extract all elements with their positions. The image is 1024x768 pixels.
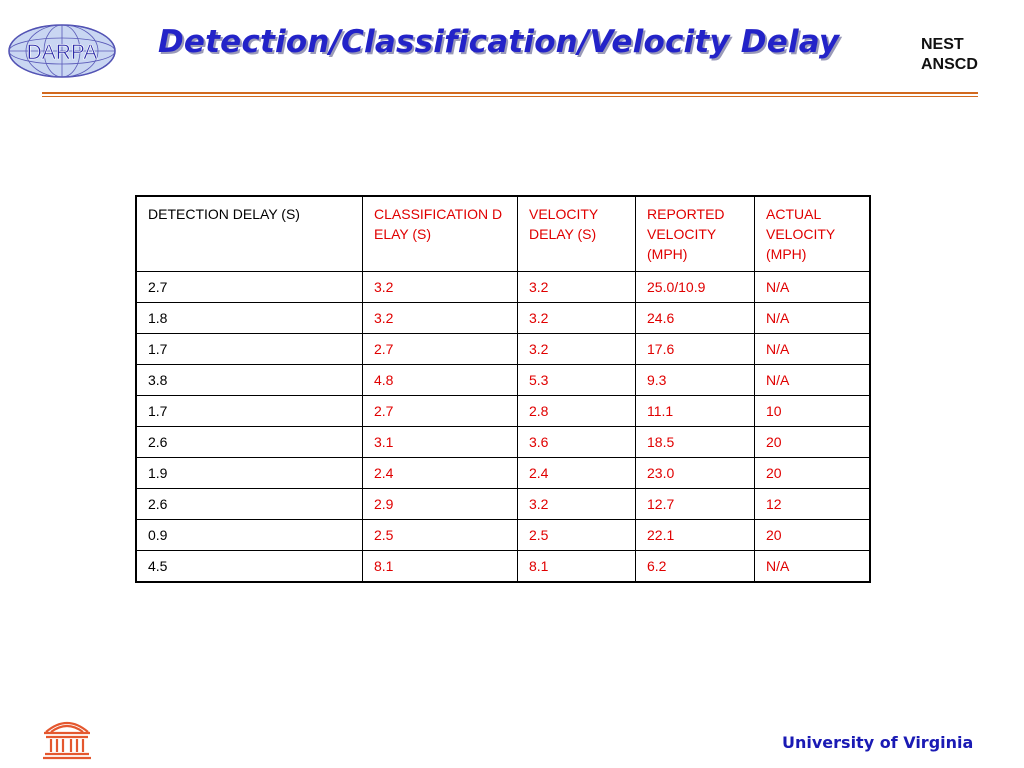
table-row: [136, 520, 870, 551]
table-cell: 24.6: [636, 303, 755, 334]
table-cell: 3.2: [363, 272, 518, 303]
table-cell: 8.1: [518, 551, 636, 583]
table-cell: 25.0/10.9: [636, 272, 755, 303]
table-cell: 1.8: [136, 303, 363, 334]
table-cell: 12: [755, 489, 871, 520]
table-cell: 9.3: [636, 365, 755, 396]
table-row: [136, 396, 870, 427]
corner-tag: [921, 35, 978, 75]
table-cell: 4.5: [136, 551, 363, 583]
header-detection-delay: DETECTION DELAY (S): [136, 196, 363, 272]
table-cell: 6.2: [636, 551, 755, 583]
table-row: [136, 551, 870, 583]
table-cell: 3.8: [136, 365, 363, 396]
table-cell: 3.2: [518, 303, 636, 334]
table-cell: N/A: [755, 303, 871, 334]
table-cell: 20: [755, 458, 871, 489]
footer-university: University of Virginia: [782, 733, 974, 752]
table-row: [136, 272, 870, 303]
table-row: [136, 334, 870, 365]
delay-table: [135, 195, 871, 583]
corner-tag-line-2: ANSCD: [921, 56, 978, 73]
table-cell: 3.2: [363, 303, 518, 334]
table-row: [136, 365, 870, 396]
table-cell: 2.4: [518, 458, 636, 489]
table-cell: N/A: [755, 365, 871, 396]
table-cell: 11.1: [636, 396, 755, 427]
header-velocity-delay: VELOCITY DELAY (S): [518, 196, 636, 272]
table-cell: 2.7: [363, 334, 518, 365]
table-row: [136, 458, 870, 489]
table-cell: 20: [755, 427, 871, 458]
table-cell: 2.6: [136, 489, 363, 520]
table-cell: N/A: [755, 272, 871, 303]
table-cell: 2.4: [363, 458, 518, 489]
table-header-row: [136, 196, 870, 272]
table-cell: 2.6: [136, 427, 363, 458]
uva-rotunda-logo: [42, 712, 92, 762]
header-reported-velocity: REPORTED VELOCITY (MPH): [636, 196, 755, 272]
table-cell: 22.1: [636, 520, 755, 551]
table-cell: 3.6: [518, 427, 636, 458]
table-cell: 1.7: [136, 334, 363, 365]
table-cell: 18.5: [636, 427, 755, 458]
table-cell: 2.7: [136, 272, 363, 303]
table-cell: 2.7: [363, 396, 518, 427]
table-cell: 2.5: [518, 520, 636, 551]
table-cell: 2.8: [518, 396, 636, 427]
table-cell: N/A: [755, 334, 871, 365]
table-cell: 3.2: [518, 272, 636, 303]
header-actual-velocity: ACTUAL VELOCITY (MPH): [755, 196, 871, 272]
table-cell: 0.9: [136, 520, 363, 551]
table-cell: 23.0: [636, 458, 755, 489]
darpa-logo-text: DARPA: [26, 41, 98, 64]
table-cell: 3.2: [518, 334, 636, 365]
table-cell: 12.7: [636, 489, 755, 520]
table-cell: 3.2: [518, 489, 636, 520]
table-cell: 10: [755, 396, 871, 427]
slide-title: Detection/Classification/Velocity Delay: [158, 24, 840, 60]
table-cell: 17.6: [636, 334, 755, 365]
table-cell: 5.3: [518, 365, 636, 396]
header-rule-thick: [42, 92, 978, 94]
table-cell: 1.7: [136, 396, 363, 427]
table-cell: N/A: [755, 551, 871, 583]
table-cell: 20: [755, 520, 871, 551]
table-cell: 8.1: [363, 551, 518, 583]
corner-tag-line-1: NEST: [921, 36, 964, 53]
table-cell: 3.1: [363, 427, 518, 458]
table-row: [136, 427, 870, 458]
table-cell: 4.8: [363, 365, 518, 396]
table-cell: 1.9: [136, 458, 363, 489]
header-classification-delay: CLASSIFICATION DELAY (S): [363, 196, 518, 272]
table-row: [136, 303, 870, 334]
table-cell: 2.5: [363, 520, 518, 551]
table-row: [136, 489, 870, 520]
darpa-logo: [6, 22, 118, 80]
table-cell: 2.9: [363, 489, 518, 520]
header-rule-thin: [42, 96, 978, 97]
